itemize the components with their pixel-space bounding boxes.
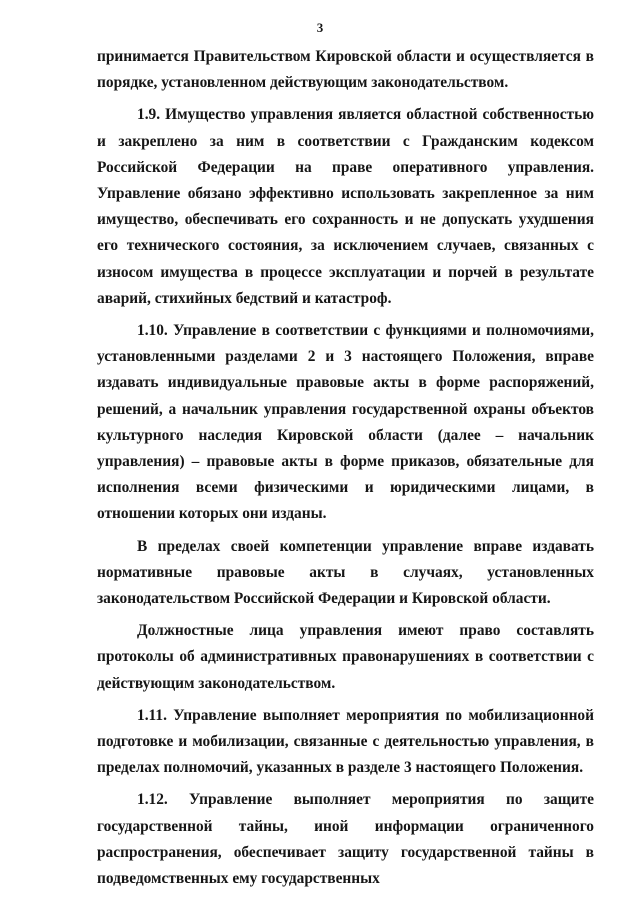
paragraph-1-10: 1.10. Управление в соответствии с функциями и полномочиями, установленными разделами 2 и 3 настоящего Положения, вправе издавать индивидуальные правовые акты в форме распоряжений, решений, а начальник управления государственной охраны объектов культурного наследия Кировской области (далее – начальник управления) – правовые акты в форме приказов, обязательные для исполнения всеми физическими и юридическими лицами, в отношении которых они изданы. <box>97 322 594 523</box>
paragraph-normative-acts: В пределах своей компетенции управление вправе издавать нормативные правовые акты в случаях, установленных законодательством Российской Федерации и Кировской области. <box>97 537 594 608</box>
paragraph-1-9: 1.9. Имущество управления является областной собственностью и закреплено за ним в соответствии с Гражданским кодексом Российской Федерации на праве оперативного управления. Управление обязано эффективно использовать закрепленное за ним имущество, обеспечивать его сохранность и не допускать ухудшения его технического состояния, за исключением случаев, связанных с износом имущества в процессе эксплуатации и порчей в результате аварий, стихийных бедствий и катастроф. <box>97 106 594 307</box>
paragraph-officials-protocols: Должностные лица управления имеют право составлять протоколы об административных правонарушениях в соответствии с действующим законодательством. <box>97 622 594 692</box>
page-number: 3 <box>316 20 324 35</box>
paragraph-continuation: принимается Правительством Кировской области и осуществляется в порядке, установленном действующим законодательством. <box>97 48 594 92</box>
paragraph-1-11: 1.11. Управление выполняет мероприятия по мобилизационной подготовке и мобилизации, связанные с деятельностью управления, в пределах полномочий, указанных в разделе 3 настоящего Положения. <box>97 706 594 777</box>
document-body <box>97 44 594 898</box>
paragraph-1-12: 1.12. Управление выполняет мероприятия по защите государственной тайны, иной информации ограниченного распространения, обеспечивает защиту государственной тайны в подведомственных ему государственных <box>97 791 594 888</box>
